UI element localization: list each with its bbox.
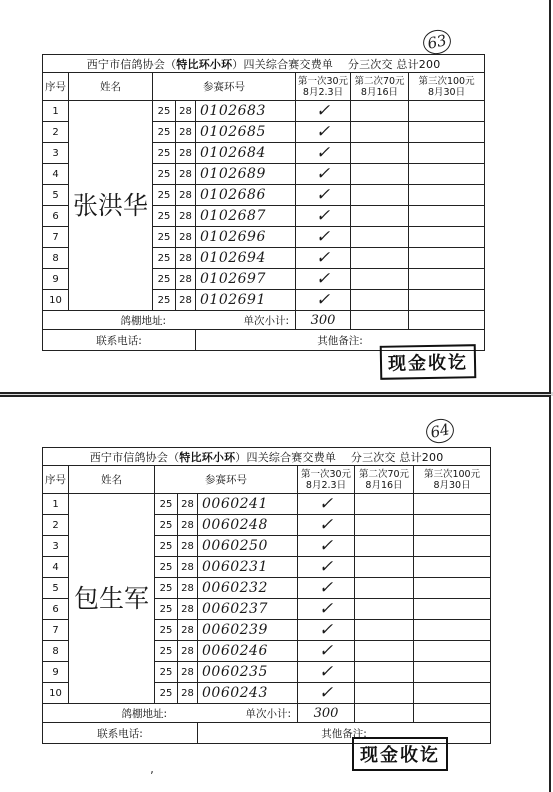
table-row: 10 25 28 0102691 ✓ <box>43 290 485 311</box>
header-second-payment: 第二次70元 8月16日 <box>351 73 409 101</box>
subtotal-amount: 300 <box>296 311 351 330</box>
table-row: 6 25 28 0102687 ✓ <box>43 206 485 227</box>
ring-number: 0060237 <box>198 599 298 620</box>
table-row: 10 25 28 0060243 ✓ <box>43 683 491 704</box>
ring-number: 0060231 <box>198 557 298 578</box>
header-second-payment: 第二次70元 8月16日 <box>355 466 414 494</box>
header-ring: 参赛环号 <box>153 73 296 101</box>
ring-number: 0102687 <box>196 206 296 227</box>
ring-number: 0060248 <box>198 515 298 536</box>
paid-check: ✓ <box>296 143 351 164</box>
table-row: 2 25 28 0102685 ✓ <box>43 122 485 143</box>
fee-form-table <box>42 54 485 351</box>
form-title: 西宁市信鸽协会（特比环小环）四关综合赛交费单 分三次交 总计200 <box>43 55 485 73</box>
header-name: 姓名 <box>69 466 155 494</box>
table-row: 8 25 28 0102694 ✓ <box>43 248 485 269</box>
paid-check: ✓ <box>298 578 355 599</box>
cash-received-stamp: 现金收讫 <box>380 344 477 380</box>
paid-check: ✓ <box>298 620 355 641</box>
paid-check: ✓ <box>298 536 355 557</box>
paid-check: ✓ <box>296 164 351 185</box>
table-row: 5 25 28 0102686 ✓ <box>43 185 485 206</box>
ring-number: 0060241 <box>198 494 298 515</box>
header-ring: 参赛环号 <box>155 466 298 494</box>
member-name: 包生军 <box>69 494 155 704</box>
loft-address-label: 鸽棚地址: 单次小计: <box>43 311 296 330</box>
notes-label: 其他备注: <box>198 723 491 744</box>
header-seq: 序号 <box>43 73 69 101</box>
ring-number: 0102691 <box>196 290 296 311</box>
ring-number: 0102684 <box>196 143 296 164</box>
table-row: 1 包生军 25 28 0060241 ✓ <box>43 494 491 515</box>
paid-check: ✓ <box>298 557 355 578</box>
cash-received-stamp: 现金收讫 <box>352 737 448 771</box>
page-number: 63 <box>421 27 453 56</box>
table-row: 4 25 28 0060231 ✓ <box>43 557 491 578</box>
header-third-payment: 第三次100元 8月30日 <box>414 466 491 494</box>
ring-number: 0102689 <box>196 164 296 185</box>
ring-number: 0102685 <box>196 122 296 143</box>
ring-number: 0102683 <box>196 101 296 122</box>
paid-check: ✓ <box>296 206 351 227</box>
paid-check: ✓ <box>296 227 351 248</box>
ring-number: 0060239 <box>198 620 298 641</box>
ring-number: 0060232 <box>198 578 298 599</box>
table-row: 6 25 28 0060237 ✓ <box>43 599 491 620</box>
ring-number: 0102694 <box>196 248 296 269</box>
table-row: 3 25 28 0102684 ✓ <box>43 143 485 164</box>
phone-label: 联系电话: <box>43 723 198 744</box>
table-row: 4 25 28 0102689 ✓ <box>43 164 485 185</box>
form-title: 西宁市信鸽协会（特比环小环）四关综合赛交费单 分三次交 总计200 <box>43 448 491 466</box>
ring-number: 0060250 <box>198 536 298 557</box>
paid-check: ✓ <box>296 290 351 311</box>
header-name: 姓名 <box>69 73 153 101</box>
table-row: 5 25 28 0060232 ✓ <box>43 578 491 599</box>
paid-check: ✓ <box>296 248 351 269</box>
fee-form-sheet-1 <box>0 0 551 394</box>
table-row: 2 25 28 0060248 ✓ <box>43 515 491 536</box>
page-number: 64 <box>424 416 456 445</box>
ring-number: 0060235 <box>198 662 298 683</box>
table-row: 3 25 28 0060250 ✓ <box>43 536 491 557</box>
subtotal-amount: 300 <box>298 704 355 723</box>
paid-check: ✓ <box>298 599 355 620</box>
table-row: 7 25 28 0060239 ✓ <box>43 620 491 641</box>
paid-check: ✓ <box>296 101 351 122</box>
ring-number: 0102686 <box>196 185 296 206</box>
ring-number: 0102697 <box>196 269 296 290</box>
member-name: 张洪华 <box>69 101 153 311</box>
table-row: 8 25 28 0060246 ✓ <box>43 641 491 662</box>
table-row: 1 张洪华 25 28 0102683 ✓ <box>43 101 485 122</box>
header-seq: 序号 <box>43 466 69 494</box>
phone-label: 联系电话: <box>43 330 196 351</box>
loft-address-label: 鸽棚地址: 单次小计: <box>43 704 298 723</box>
ring-number: 0102696 <box>196 227 296 248</box>
table-row: 9 25 28 0060235 ✓ <box>43 662 491 683</box>
ring-number: 0060243 <box>198 683 298 704</box>
notes-label: 其他备注: <box>196 330 485 351</box>
fee-form-sheet-2 <box>0 395 551 792</box>
ring-number: 0060246 <box>198 641 298 662</box>
pen-mark: ʼ <box>150 769 154 783</box>
header-third-payment: 第三次100元 8月30日 <box>409 73 485 101</box>
header-first-payment: 第一次30元 8月2.3日 <box>296 73 351 101</box>
paid-check: ✓ <box>296 269 351 290</box>
paid-check: ✓ <box>298 494 355 515</box>
paid-check: ✓ <box>298 641 355 662</box>
table-row: 7 25 28 0102696 ✓ <box>43 227 485 248</box>
table-row: 9 25 28 0102697 ✓ <box>43 269 485 290</box>
paid-check: ✓ <box>296 185 351 206</box>
fee-form-table <box>42 447 491 744</box>
paid-check: ✓ <box>296 122 351 143</box>
paid-check: ✓ <box>298 515 355 536</box>
header-first-payment: 第一次30元 8月2.3日 <box>298 466 355 494</box>
subtotal-label: 单次小计: <box>245 707 291 720</box>
subtotal-label: 单次小计: <box>243 314 289 327</box>
paid-check: ✓ <box>298 683 355 704</box>
paid-check: ✓ <box>298 662 355 683</box>
